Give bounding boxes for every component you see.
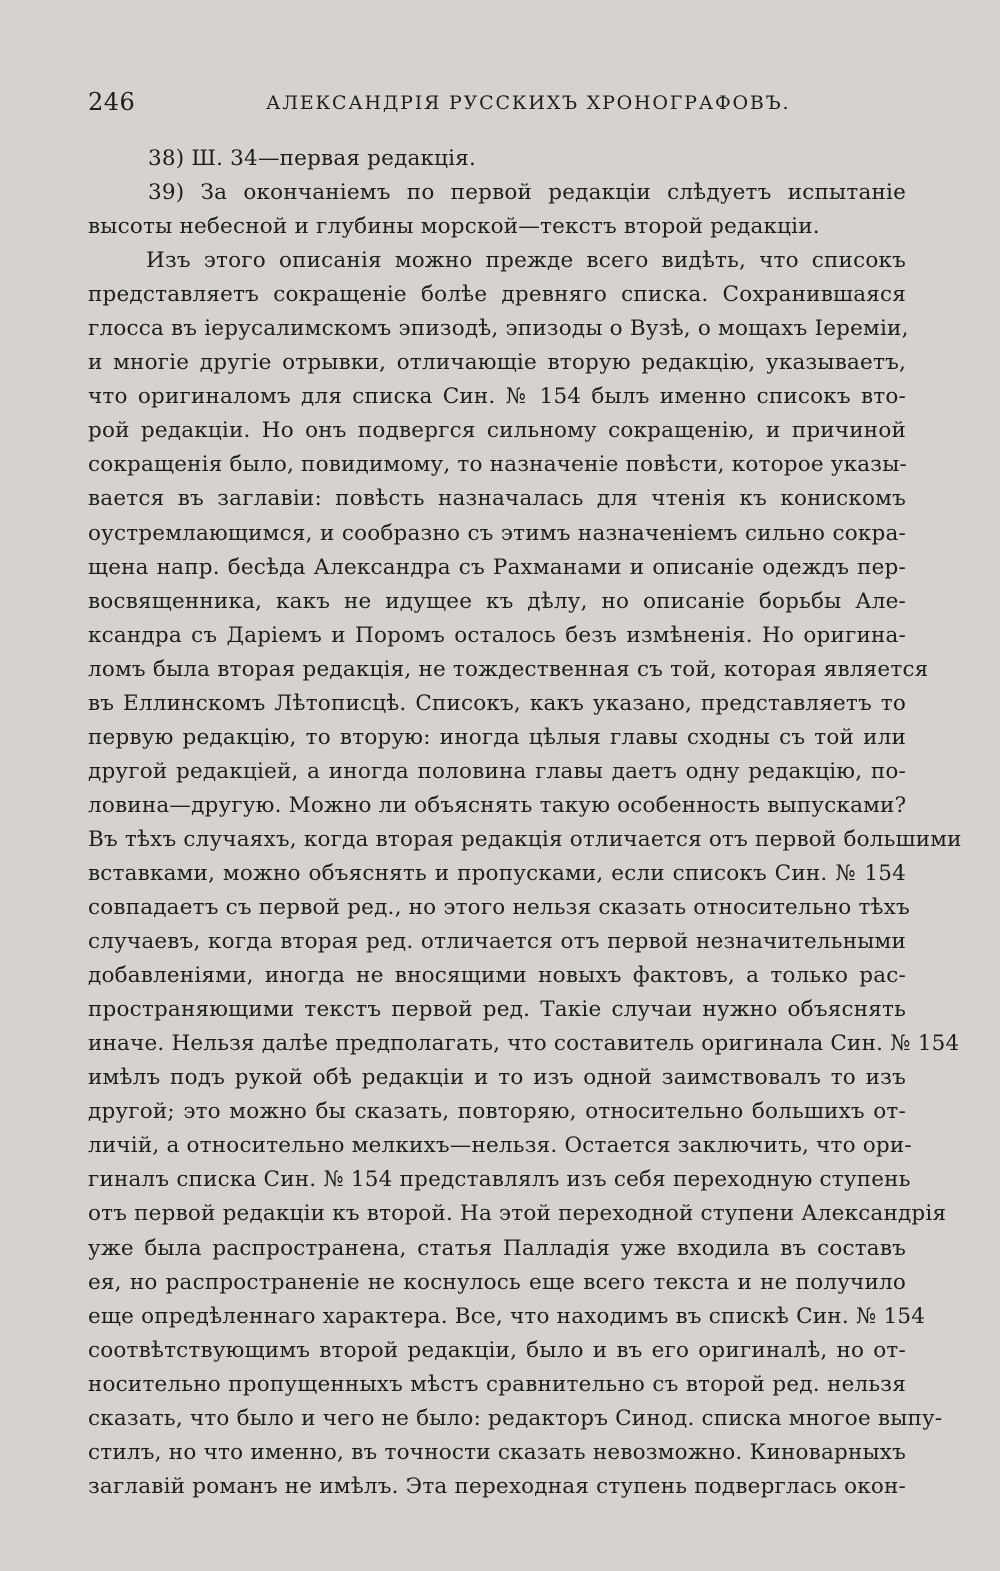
text-line: пространяющими текстъ первой ред. Такіе случаи нужно объяснять (88, 997, 906, 1023)
text-line: ломъ была вторая редакція, не тождественная съ той, которая является (88, 656, 929, 682)
text-line: носительно пропущенныхъ мѣстъ сравнительно съ второй ред. нельзя (88, 1371, 906, 1397)
text-line: гиналъ списка Син. № 154 представлялъ изъ себя переходную ступень (88, 1167, 911, 1193)
text-line: иначе. Нельзя далѣе предполагать, что составитель оригинала Син. № 154 (88, 1031, 960, 1057)
text-line: восвященника, какъ не идущее къ дѣлу, но описаніе борьбы Але- (88, 588, 906, 614)
page-number: 246 (88, 88, 136, 116)
text-line: личій, а относительно мелкихъ—нельзя. Остается заключить, что ори- (88, 1133, 912, 1159)
text-line: Изъ этого описанія можно прежде всего видѣть, что списокъ (146, 248, 906, 274)
text-line: сказать, что было и чего не было: редакторъ Синод. списка многое выпу- (88, 1405, 943, 1431)
text-line: имѣлъ подъ рукой обѣ редакціи и то изъ одной заимствовалъ то изъ (88, 1065, 906, 1091)
page-header (88, 88, 906, 124)
text-line: первую редакцію, то вторую: иногда цѣлыя главы сходны съ той или (88, 724, 906, 750)
text-line: вается въ заглавіи: повѣсть назначалась для чтенія къ конискомъ (88, 486, 906, 512)
text-line: ея, но распространеніе не коснулось еще всего текста и не получило (88, 1269, 906, 1295)
text-line: вставками, можно объяснять и пропусками, если списокъ Син. № 154 (88, 860, 906, 886)
text-line: другой редакціей, а иногда половина главы даетъ одну редакцію, по- (88, 758, 906, 784)
text-line: Въ тѣхъ случаяхъ, когда вторая редакція отличается отъ первой большими (88, 826, 962, 852)
text-line: заглавій романъ не имѣлъ. Эта переходная ступень подверглась окон- (88, 1473, 906, 1499)
text-line: еще опредѣленнаго характера. Все, что находимъ въ спискѣ Син. № 154 (88, 1303, 926, 1329)
text-line: высоты небесной и глубины морской—текстъ второй редакціи. (88, 214, 820, 240)
text-line: 39) За окончаніемъ по первой редакціи слѣдуетъ испытаніе (148, 180, 906, 206)
text-line: ксандра съ Даріемъ и Поромъ осталось безъ измѣненія. Но оригина- (88, 622, 906, 648)
text-line: стилъ, но что именно, въ точности сказать невозможно. Киноварныхъ (88, 1439, 906, 1465)
text-line: совпадаетъ съ первой ред., но этого нельзя сказать относительно тѣхъ (88, 895, 910, 921)
text-line: и многіе другіе отрывки, отличающіе вторую редакцію, указываетъ, (88, 350, 906, 376)
text-line: въ Еллинскомъ Лѣтописцѣ. Списокъ, какъ указано, представляетъ то (88, 690, 906, 716)
text-line: добавленіями, иногда не вносящими новыхъ фактовъ, а только рас- (88, 963, 906, 989)
page-body-text (88, 142, 962, 1504)
text-line: другой; это можно бы сказать, повторяю, относительно большихъ от- (88, 1099, 906, 1125)
text-line: представляетъ сокращеніе болѣе древняго списка. Сохранившаяся (88, 282, 906, 308)
text-line: глосса въ іерусалимскомъ эпизодѣ, эпизоды о Вузѣ, о мощахъ Іереміи, (88, 316, 909, 342)
text-line: рой редакціи. Но онъ подвергся сильному сокращенію, и причиной (88, 418, 906, 444)
text-line: уже была распространена, статья Палладія уже входила въ составъ (88, 1235, 906, 1261)
text-line: отъ первой редакціи къ второй. На этой переходной ступени Александрія (88, 1201, 947, 1227)
text-line: щена напр. бесѣда Александра съ Рахманами и описаніе одеждъ пер- (88, 554, 906, 580)
text-line: что оригиналомъ для списка Син. № 154 былъ именно списокъ вто- (88, 384, 906, 410)
text-line: оустремлающимся, и сообразно съ этимъ назначеніемъ сильно сокра- (88, 520, 906, 546)
running-head: АЛЕКСАНДРІЯ РУССКИХЪ ХРОНОГРАФОВЪ. (266, 92, 791, 114)
text-line: случаевъ, когда вторая ред. отличается отъ первой незначительными (88, 929, 906, 955)
text-line: ловина—другую. Можно ли объяснять такую особенность выпусками? (88, 792, 907, 818)
text-line: 38) Ш. 34—первая редакція. (148, 146, 477, 171)
text-line: сокращенія было, повидимому, то назначеніе повѣсти, которое указы- (88, 452, 907, 478)
text-line: соотвѣтствующимъ второй редакціи, было и въ его оригиналѣ, но от- (88, 1337, 906, 1363)
